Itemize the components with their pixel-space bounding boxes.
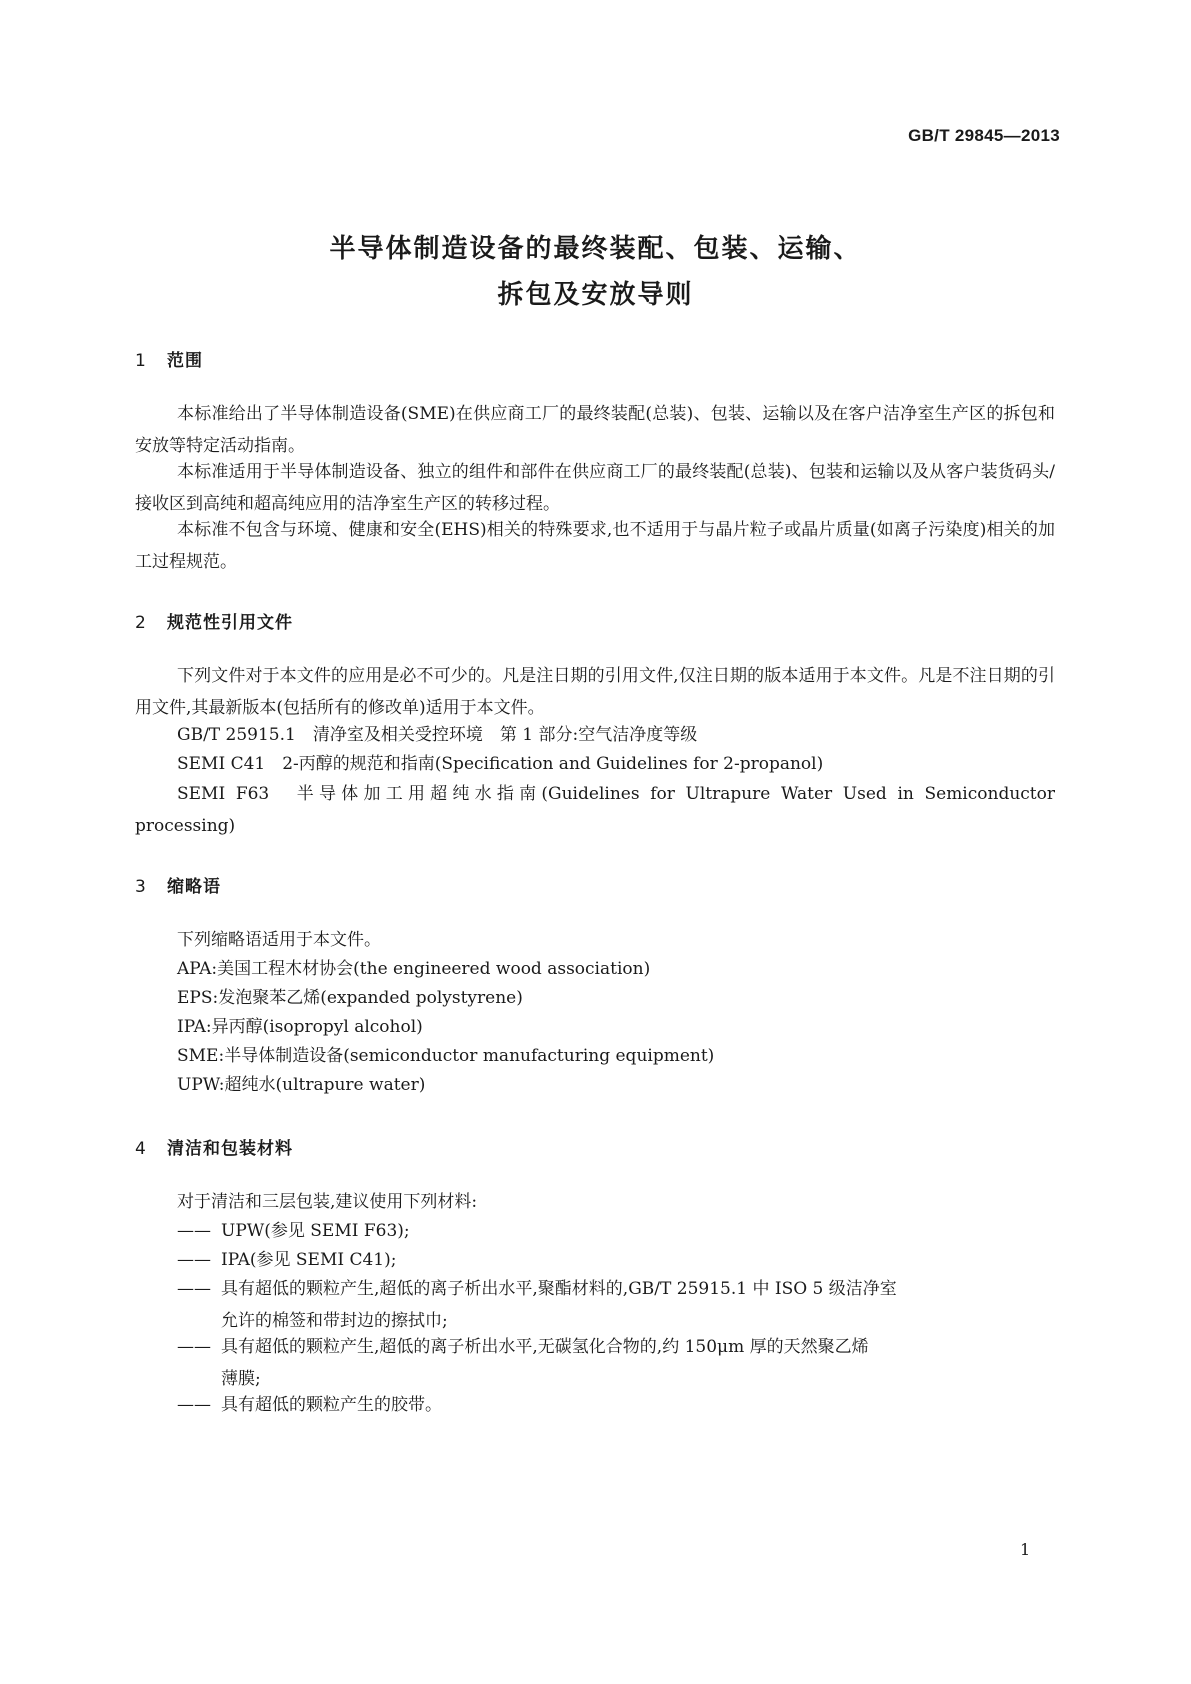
section-title: 缩略语	[167, 877, 221, 897]
material-list-item	[177, 1389, 1055, 1421]
section-4-intro: 对于清洁和三层包装,建议使用下列材料:	[177, 1192, 478, 1212]
abbreviation-item: IPA:异丙醇(isopropyl alcohol)	[177, 1017, 423, 1037]
section-title: 规范性引用文件	[167, 613, 293, 633]
section-number: 1	[135, 351, 147, 371]
list-item-text: UPW(参见 SEMI F63);	[221, 1221, 410, 1241]
material-list-item	[177, 1215, 1055, 1247]
section-1-paragraph-2: 本标准适用于半导体制造设备、独立的组件和部件在供应商工厂的最终装配(总装)、包装和运输以及从客户装货码头/接收区到高纯和超高纯应用的洁净室生产区的转移过程。	[135, 462, 1055, 514]
list-dash: ——	[177, 1337, 211, 1357]
title-line-2: 拆包及安放导则	[497, 280, 694, 310]
document-title	[0, 226, 1191, 318]
section-1-heading	[135, 346, 203, 371]
section-3-heading	[135, 872, 221, 897]
material-list-item	[177, 1244, 1055, 1276]
section-2-intro: 下列文件对于本文件的应用是必不可少的。凡是注日期的引用文件,仅注日期的版本适用于本文件。凡是不注日期的引用文件,其最新版本(包括所有的修改单)适用于本文件。	[135, 666, 1055, 718]
section-title: 范围	[167, 351, 203, 371]
list-item-text: 具有超低的颗粒产生,超低的离子析出水平,无碳氢化合物的,约 150μm 厚的天然聚乙烯	[221, 1337, 869, 1357]
section-1-paragraph-3: 本标准不包含与环境、健康和安全(EHS)相关的特殊要求,也不适用于与晶片粒子或晶片质量(如离子污染度)相关的加工过程规范。	[135, 520, 1055, 572]
list-item-continuation: 薄膜;	[221, 1369, 261, 1389]
section-number: 3	[135, 877, 147, 897]
abbreviation-item: APA:美国工程木材协会(the engineered wood association)	[177, 959, 651, 979]
section-4-heading	[135, 1134, 293, 1159]
list-item-text: 具有超低的颗粒产生,超低的离子析出水平,聚酯材料的,GB/T 25915.1 中 ISO 5 级洁净室	[221, 1279, 897, 1299]
abbreviation-item: UPW:超纯水(ultrapure water)	[177, 1075, 426, 1095]
list-dash: ——	[177, 1279, 211, 1299]
section-3-intro: 下列缩略语适用于本文件。	[177, 930, 381, 950]
list-item-text: 具有超低的颗粒产生的胶带。	[221, 1395, 442, 1415]
page-number: 1	[1020, 1540, 1031, 1559]
list-dash: ——	[177, 1395, 211, 1415]
reference-item: GB/T 25915.1 清净室及相关受控环境 第 1 部分:空气洁净度等级	[177, 725, 698, 745]
section-title: 清洁和包装材料	[167, 1139, 293, 1159]
list-item-continuation: 允许的棉签和带封边的擦拭巾;	[221, 1311, 448, 1331]
abbreviation-item: SME:半导体制造设备(semiconductor manufacturing equipment)	[177, 1046, 715, 1066]
list-dash: ——	[177, 1221, 211, 1241]
material-list-item	[177, 1331, 1055, 1395]
section-number: 2	[135, 613, 147, 633]
material-list-item	[177, 1273, 1055, 1337]
abbreviation-item: EPS:发泡聚苯乙烯(expanded polystyrene)	[177, 988, 523, 1008]
title-line-1: 半导体制造设备的最终装配、包装、运输、	[329, 234, 862, 264]
list-dash: ——	[177, 1250, 211, 1270]
list-item-text: IPA(参见 SEMI C41);	[221, 1250, 397, 1270]
section-number: 4	[135, 1139, 147, 1159]
standard-code: GB/T 29845—2013	[908, 126, 1060, 145]
section-2-heading	[135, 608, 293, 633]
reference-item: SEMI F63 半导体加工用超纯水指南(Guidelines for Ultrapure Water Used in Semiconductor processing)	[135, 784, 1055, 836]
section-1-paragraph-1: 本标准给出了半导体制造设备(SME)在供应商工厂的最终装配(总装)、包装、运输以及在客户洁净室生产区的拆包和安放等特定活动指南。	[135, 404, 1055, 456]
reference-item: SEMI C41 2-丙醇的规范和指南(Specification and Guidelines for 2-propanol)	[177, 754, 824, 774]
